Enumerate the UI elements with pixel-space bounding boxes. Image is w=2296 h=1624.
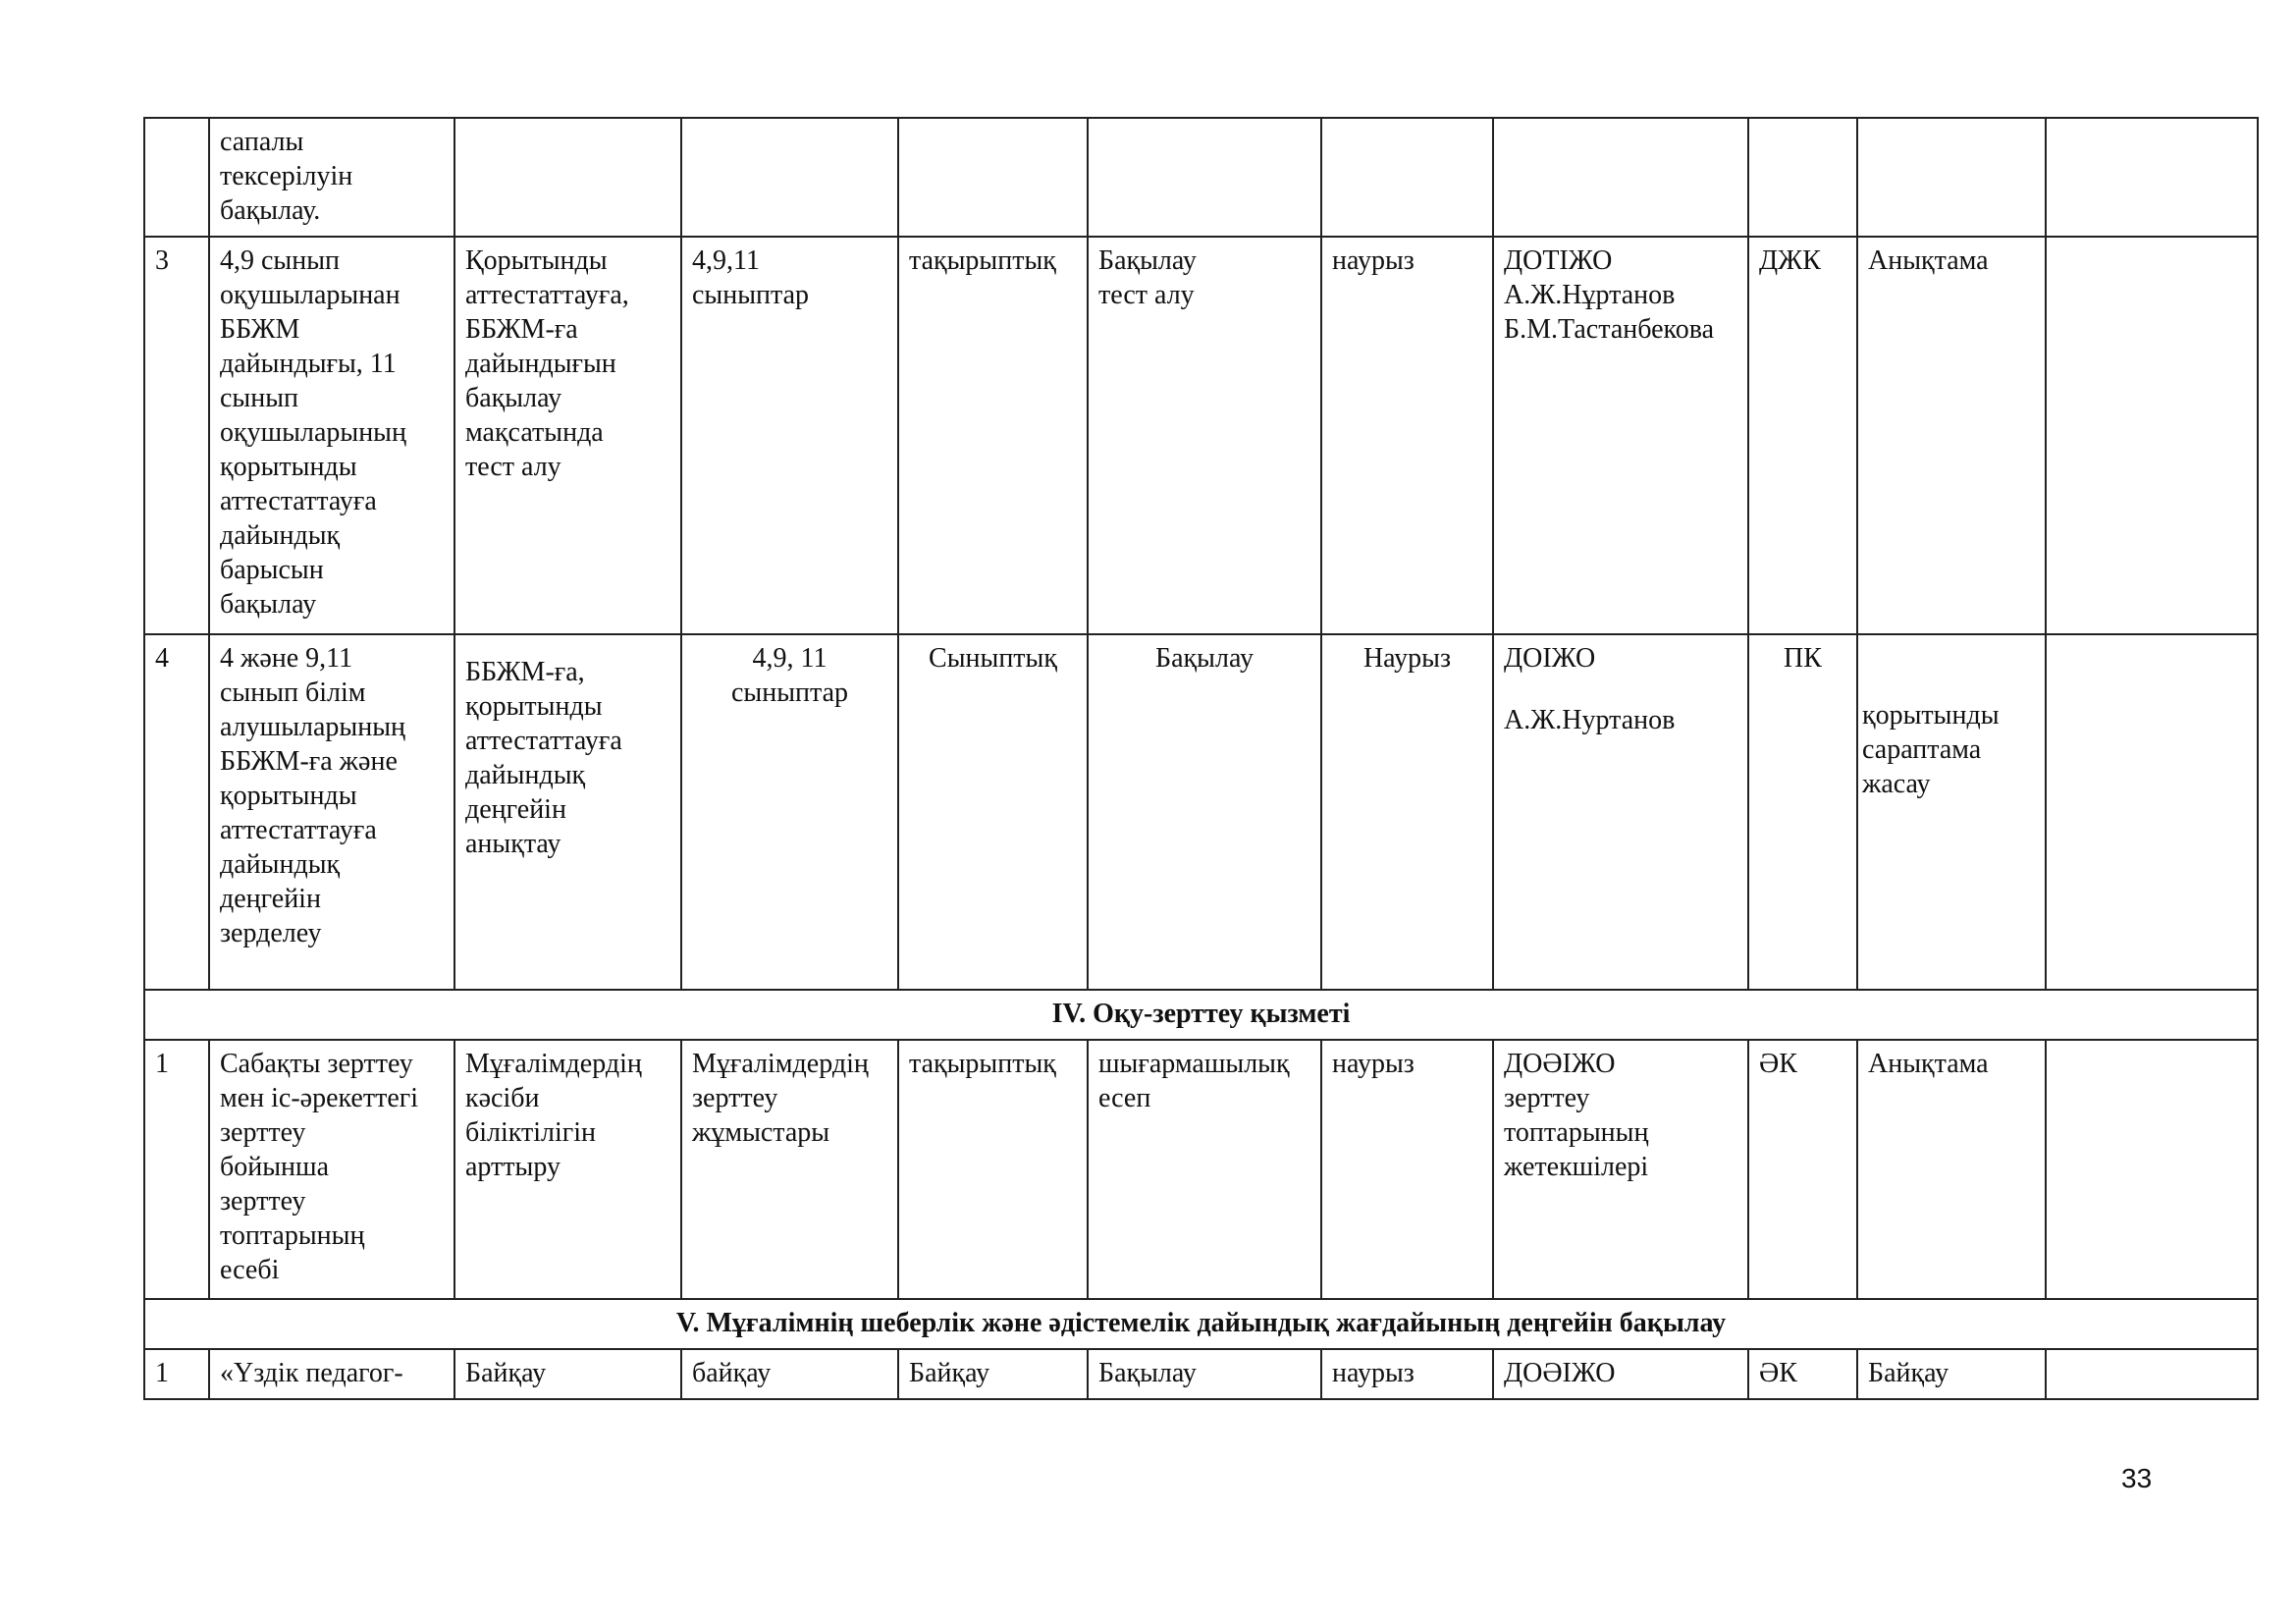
row-number-cell: 1 <box>144 1040 209 1299</box>
responsible-org: ДОІЖО <box>1504 643 1596 674</box>
spacer <box>1862 641 2035 698</box>
responsible-person: А.Ж.Нуртанов <box>1504 705 1676 735</box>
description-cell: 4,9 сынып оқушыларынан ББЖМ дайындығы, 11 сынып оқушыларының қорытынды аттестаттауға дайындық барысын бақылау <box>209 237 454 634</box>
type-cell: тақырыптық <box>898 237 1088 634</box>
table-row <box>144 237 2258 634</box>
date-cell: наурыз <box>1321 237 1493 634</box>
purpose-cell: Қорытынды аттестаттауға, ББЖМ-ға дайындығын бақылау мақсатында тест алу <box>454 237 681 634</box>
notes-cell <box>2046 237 2258 634</box>
result-cell <box>1857 634 2046 990</box>
purpose-cell: Мұғалімдердің кәсіби біліктілігін арттыру <box>454 1040 681 1299</box>
type-cell: Байқау <box>898 1349 1088 1399</box>
notes-cell <box>2046 118 2258 237</box>
object-cell: байқау <box>681 1349 898 1399</box>
table-row <box>144 1040 2258 1299</box>
responsible-cell <box>1493 634 1748 990</box>
date-cell: Наурыз <box>1321 634 1493 990</box>
venue-cell: ӘК <box>1748 1040 1857 1299</box>
object-cell <box>681 118 898 237</box>
row-number-cell: 1 <box>144 1349 209 1399</box>
description-cell: Сабақты зерттеу мен іс-әрекеттегі зерттеу бойынша зерттеу топтарының есебі <box>209 1040 454 1299</box>
result-text: қорытынды сараптама жасау <box>1862 700 2000 799</box>
section-header-row <box>144 990 2258 1040</box>
page-number: 33 <box>2121 1463 2153 1493</box>
type-cell: Сыныптық <box>898 634 1088 990</box>
result-cell: Анықтама <box>1857 237 2046 634</box>
type-cell <box>898 118 1088 237</box>
section-title: V. Мұғалімнің шеберлік және әдістемелік дайындық жағдайының деңгейін бақылау <box>144 1299 2258 1349</box>
method-cell: Бақылау <box>1088 634 1321 990</box>
method-cell <box>1088 118 1321 237</box>
method-cell: шығармашылық есеп <box>1088 1040 1321 1299</box>
object-cell: 4,9,11 сыныптар <box>681 237 898 634</box>
venue-cell: ПК <box>1748 634 1857 990</box>
row-number-cell: 4 <box>144 634 209 990</box>
row-number-cell: 3 <box>144 237 209 634</box>
object-cell: Мұғалімдердің зерттеу жұмыстары <box>681 1040 898 1299</box>
notes-cell <box>2046 634 2258 990</box>
section-header-row <box>144 1299 2258 1349</box>
result-cell: Анықтама <box>1857 1040 2046 1299</box>
date-cell: наурыз <box>1321 1349 1493 1399</box>
result-cell <box>1857 118 2046 237</box>
spacer <box>465 641 670 655</box>
venue-cell: ДЖК <box>1748 237 1857 634</box>
result-cell: Байқау <box>1857 1349 2046 1399</box>
control-plan-table <box>143 117 2259 1400</box>
type-cell: тақырыптық <box>898 1040 1088 1299</box>
purpose-cell: Байқау <box>454 1349 681 1399</box>
responsible-cell: ДОӘІЖО зерттеу топтарының жетекшілері <box>1493 1040 1748 1299</box>
table-row <box>144 118 2258 237</box>
responsible-cell <box>1493 118 1748 237</box>
description-cell: сапалы тексерілуін бақылау. <box>209 118 454 237</box>
section-title: IV. Оқу-зерттеу қызметі <box>144 990 2258 1040</box>
row-number-cell <box>144 118 209 237</box>
notes-cell <box>2046 1349 2258 1399</box>
notes-cell <box>2046 1040 2258 1299</box>
purpose-cell <box>454 634 681 990</box>
responsible-cell: ДОӘІЖО <box>1493 1349 1748 1399</box>
purpose-text: ББЖМ-ға, қорытынды аттестаттауға дайындық деңгейін анықтау <box>465 657 622 859</box>
description-cell: «Үздік педагог- <box>209 1349 454 1399</box>
table-row <box>144 1349 2258 1399</box>
method-cell: Бақылау тест алу <box>1088 237 1321 634</box>
venue-cell <box>1748 118 1857 237</box>
date-cell <box>1321 118 1493 237</box>
date-cell: наурыз <box>1321 1040 1493 1299</box>
description-cell: 4 және 9,11 сынып білім алушыларының ББЖМ-ға және қорытынды аттестаттауға дайындық деңгейін зерделеу <box>209 634 454 990</box>
table-row <box>144 634 2258 990</box>
method-cell: Бақылау <box>1088 1349 1321 1399</box>
spacer <box>1504 676 1737 703</box>
responsible-cell: ДОТІЖО А.Ж.Нұртанов Б.М.Тастанбекова <box>1493 237 1748 634</box>
purpose-cell <box>454 118 681 237</box>
object-cell: 4,9, 11 сыныптар <box>681 634 898 990</box>
venue-cell: ӘК <box>1748 1349 1857 1399</box>
